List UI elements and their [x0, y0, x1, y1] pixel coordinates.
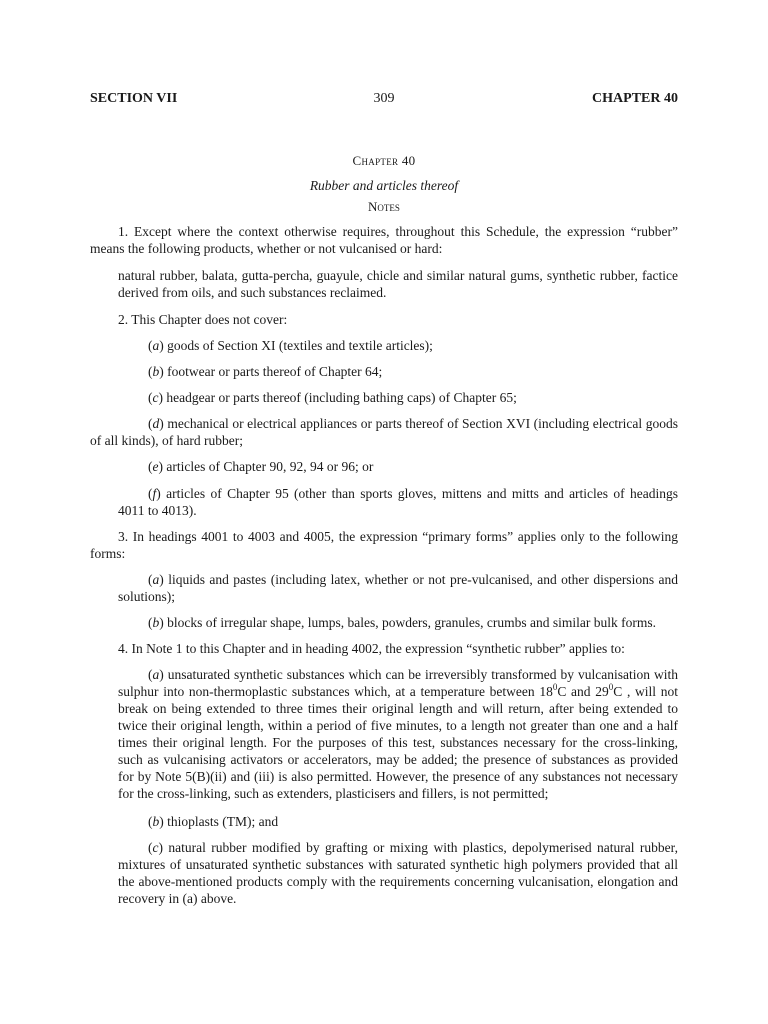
item-text: C and 29 — [557, 684, 609, 699]
item-text: articles of Chapter 90, 92, 94 or 96; or — [166, 459, 374, 474]
item-letter: a — [152, 338, 160, 353]
notes-heading: Notes — [368, 199, 400, 214]
note-2-item-e: (e) articles of Chapter 90, 92, 94 or 96; or — [148, 459, 374, 474]
note-2-item-f: (f) articles of Chapter 95 (other than sports gloves, mittens and mitts and articles of headings 4011 to 4013). — [118, 486, 679, 518]
note-1-intro: 1. Except where the context otherwise requires, throughout this Schedule, the expression “rubber” means the following products, whether or not vulcanised or hard: — [90, 224, 678, 256]
note-2-item-c: (c) headgear or parts thereof (including bathing caps) of Chapter 65; — [148, 390, 517, 405]
page-number: 309 — [373, 91, 395, 106]
item-letter: a — [152, 667, 160, 682]
notes-body — [90, 0, 678, 1024]
chapter-label: CHAPTER 40 — [592, 91, 678, 106]
item-text: articles of Chapter 95 (other than sports gloves, mittens and mitts and articles of headings 4011 to 4013). — [118, 486, 679, 518]
note-1-body: natural rubber, balata, gutta-percha, guayule, chicle and similar natural gums, synthetic rubber, factice derived from oils, and such substances reclaimed. — [118, 268, 678, 300]
item-text: liquids and pastes (including latex, whether or not pre-vulcanised, and other dispersions and solutions); — [118, 572, 678, 604]
item-letter: d — [152, 416, 160, 431]
chapter-heading: Chapter 40 — [352, 153, 416, 168]
note-3-item-a: (a) liquids and pastes (including latex, whether or not pre-vulcanised, and other dispersions and solutions); — [118, 572, 678, 604]
item-letter: f — [152, 486, 157, 501]
note-4-item-c: (c) natural rubber modified by grafting or mixing with plastics, depolymerised natural rubber, mixtures of unsaturated synthetic substances with saturated synthetic high polymers provided that all the above-mentioned products comply with the requirements concerning vulcanisation, elongation and recovery in (a) above. — [118, 840, 678, 906]
item-letter: c — [152, 840, 159, 855]
item-text: unsaturated synthetic substances which can be irreversibly transformed by vulcanisation with sulphur into non-thermoplastic substances which, at a temperature between 18 — [118, 667, 679, 699]
item-text: footwear or parts thereof of Chapter 64; — [167, 364, 383, 379]
degree-superscript: 0 — [552, 681, 558, 692]
note-2-item-d: (d) mechanical or electrical appliances or parts thereof of Section XVI (including electrical goods of all kinds), of hard rubber; — [90, 416, 678, 448]
item-letter: b — [152, 364, 160, 379]
note-4-item-b: (b) thioplasts (TM); and — [148, 814, 279, 829]
item-text: mechanical or electrical appliances or parts thereof of Section XVI (including electrical goods of all kinds), of hard rubber; — [90, 416, 678, 448]
item-text: thioplasts (TM); and — [167, 814, 279, 829]
item-text: goods of Section XI (textiles and textile articles); — [167, 338, 433, 353]
note-3-intro: 3. In headings 4001 to 4003 and 4005, the expression “primary forms” applies only to the following forms: — [90, 529, 678, 561]
note-2-item-a: (a) goods of Section XI (textiles and textile articles); — [148, 338, 433, 353]
note-4-intro: 4. In Note 1 to this Chapter and in heading 4002, the expression “synthetic rubber” applies to: — [118, 641, 625, 656]
item-letter: c — [152, 390, 159, 405]
item-letter: b — [152, 615, 160, 630]
item-text: blocks of irregular shape, lumps, bales, powders, granules, crumbs and similar bulk forms. — [167, 615, 657, 630]
item-text: natural rubber modified by grafting or mixing with plastics, depolymerised natural rubber, mixtures of unsaturated synthetic substances with saturated synthetic high polymers provided that all the above-mentioned products comply with the requirements concerning vulcanisation, elongation and recovery in (a) above. — [118, 840, 678, 906]
note-2-intro: 2. This Chapter does not cover: — [118, 312, 288, 327]
section-label: SECTION VII — [90, 91, 178, 106]
item-letter: a — [152, 572, 160, 587]
note-3-item-b: (b) blocks of irregular shape, lumps, bales, powders, granules, crumbs and similar bulk forms. — [148, 615, 657, 630]
item-letter: b — [152, 814, 160, 829]
item-text: C , will not break on being extended to three times their original length and will return, after being extended to twice their original length, within a period of five minutes, to a length not greater than one and a half times their original length. For the purposes of this test, substances necessary for the cross-linking, such as vulcanising activators or accelerators, may be added; the presence of substances as provided for by Note 5(B)(ii) and (iii) is also permitted. However, the presence of any substances not necessary for the cross-linking, such as extenders, plasticisers and fillers, is not permitted; — [118, 684, 678, 801]
note-2-item-b: (b) footwear or parts thereof of Chapter 64; — [148, 364, 383, 379]
degree-superscript: 0 — [608, 681, 614, 692]
note-4-item-a: (a) unsaturated synthetic substances which can be irreversibly transformed by vulcanisation with sulphur into non-thermoplastic substances which, at a temperature between $18^0C$ and $29^0C$ , will not break on being extended to three times their original length and will return, after being extended to twice their original length, within a period of five minutes, to a length not greater than one and a half times their original length. For the purposes of this test, substances necessary for the cross-linking, such as vulcanising activators or accelerators, may be added; the presence of substances as provided for by Note 5(B)(ii) and (iii) is also permitted. However, the presence of any substances not necessary for the cross-linking, such as extenders, plasticisers and fillers, is not permitted; — [118, 667, 679, 801]
chapter-title: Rubber and articles thereof — [309, 178, 459, 193]
item-text: headgear or parts thereof (including bathing caps) of Chapter 65; — [166, 390, 517, 405]
item-letter: e — [152, 459, 159, 474]
